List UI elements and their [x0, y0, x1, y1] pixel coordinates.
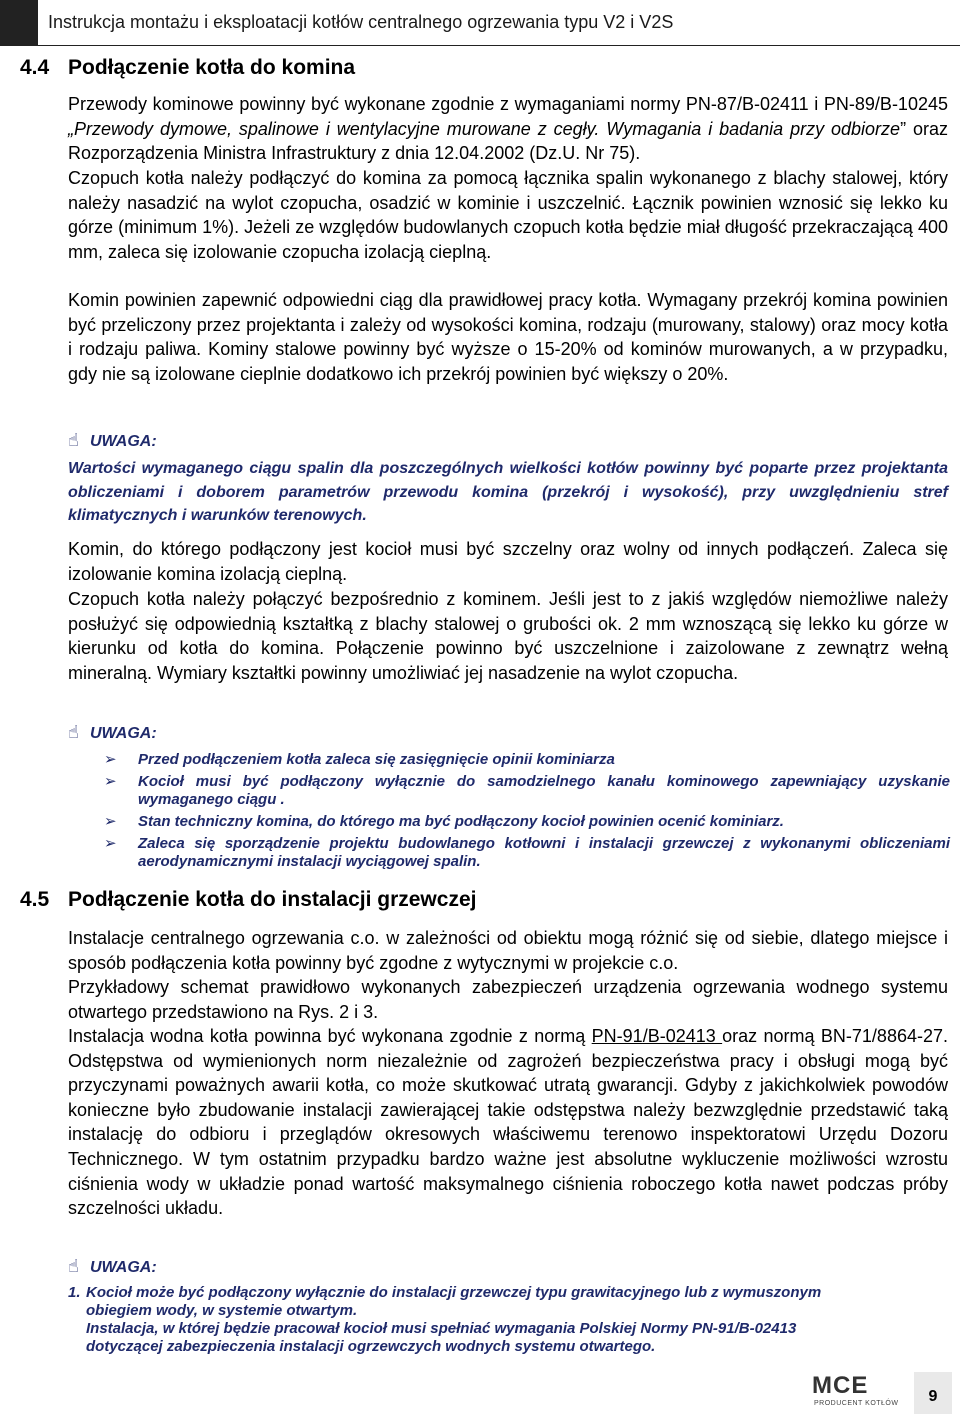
paragraph-polaczenie: Czopuch kotła należy połączyć bezpośrednio z kominem. Jeśli jest to z jakiś względów niemożliwe należy posłużyć się odpowiednią kształtką z blachy stalowej o grubości ok. 2 mm wznoszącą się lekko ku górze w kierunku od kotła do komina. Połączenie powinno być uszczelnione i zaizolowane z zewnątrz wełną mineralną. Wymiary kształtki powinny umożliwiać jej nasadzenie na wylot czopucha.	[68, 589, 948, 683]
norm-title-italic: „Przewody dymowe, spalinowe i wentylacyjne murowane z cegły. Wymagania i badania przy odbiorze	[68, 118, 901, 139]
header-rule	[38, 45, 960, 46]
paragraph-norms	[68, 92, 948, 166]
arrow-bullet-icon: ➢	[104, 751, 117, 768]
logo-text: MCE	[812, 1372, 869, 1399]
arrow-bullet-icon: ➢	[104, 813, 117, 830]
list-item	[104, 835, 950, 871]
paragraph-text: oraz normą BN-71/8864-27. Odstępstwa od wymienionych norm niezależnie od zagrożeń bezpieczeństwa pracy i obsługi mogą być przyczynami poważnych awarii kotła, co może skutkować utratą gwarancji. Gdyby z jakichkolwiek powodów konieczne było zbudowanie instalacji zawierającej takie odstępstwa należy bezwzględnie przedstawić taką instalację do odbioru i przeglądów okresowych właściwemu terenowo inspektoratowi Urzędu Dozoru Technicznego. W tym ostatnim przypadku bardzo ważne jest absolutne wykluczenie możliwości wzrostu ciśnienia wody w układzie ponad wartość maksymalnego ciśnienia roboczego kotła nawet podczas próby szczelności układu.	[68, 1026, 948, 1219]
header-block	[0, 0, 38, 46]
warning-bullet-list	[104, 751, 950, 875]
section-title: Podłączenie kotła do instalacji grzewczej	[68, 888, 477, 911]
numbered-item	[68, 1284, 948, 1302]
pointing-hand-icon: ☝	[68, 430, 79, 450]
page-number: 9	[928, 1388, 938, 1405]
warning-label	[68, 1256, 157, 1277]
mce-logo	[812, 1372, 912, 1408]
section-number: 4.5	[20, 888, 50, 911]
list-item	[104, 813, 950, 831]
paragraph-instalacje: Instalacje centralnego ogrzewania c.o. w zależności od obiektu mogą różnić się od siebie, dlatego miejsce i sposób podłączenia kotła powinny być zgodne z wytycznymi w projekcie c.o.	[68, 928, 948, 973]
paragraph-komin: Komin powinien zapewnić odpowiedni ciąg dla prawidłowej pracy kotła. Wymagany przekrój komina powinien być przeliczony przez projektanta i zależy od wysokości komina, rodzaju (murowany, stalowy) oraz mocy kotła i rodzaju paliwa. Kominy stalowe powinny być wyższe o 15-20% od kominów murowanych, a w przypadku, gdy nie są izolowane cieplnie dodatkowo ich przekrój powinien być większy o 20%.	[68, 290, 948, 384]
warning-label-text: UWAGA:	[90, 1259, 157, 1276]
warning-label-text: UWAGA:	[90, 433, 157, 450]
pointing-hand-icon: ☝	[68, 1256, 79, 1276]
page-header	[0, 0, 960, 46]
list-item	[104, 751, 950, 769]
paragraph-normy	[68, 1024, 948, 1221]
section-heading-4-4	[20, 56, 355, 80]
logo-subtitle: PRODUCENT KOTŁÓW	[814, 1400, 899, 1407]
warning-numbered-list	[68, 1284, 948, 1356]
section-title: Podłączenie kotła do komina	[68, 56, 356, 79]
paragraph-szczelny: Komin, do którego podłączony jest kocioł musi być szczelny oraz wolny od innych podłączeń. Zaleca się izolowanie komina izolacją cieplną.	[68, 539, 948, 584]
numbered-item-extra-continuation: dotyczącej zabezpieczenia instalacji ogrzewczych wodnych systemu otwartego.	[86, 1338, 656, 1355]
arrow-bullet-icon: ➢	[104, 773, 117, 790]
numbered-item-continuation: obiegiem wody, w systemie otwartym.	[86, 1302, 358, 1319]
paragraph-text: Instalacja wodna kotła powinna być wykonana zgodnie z normą	[68, 1026, 592, 1046]
item-number: 1.	[68, 1284, 81, 1301]
paragraph-czopuch: Czopuch kotła należy podłączyć do komina za pomocą łącznika spalin wykonanego z blachy stalowej, który należy nasadzić na wylot czopucha, osadzić w kominie i uszczelnić. Łącznik powinien wznosić się lekko ku górze (minimum 1%). Jeżeli ze względów budowlanych czopuch kotła będzie miał długość przekraczającą 400 mm, zaleca się izolowanie czopucha izolacją cieplną.	[68, 168, 948, 262]
numbered-item-extra: Instalacja, w której będzie pracował kocioł musi spełniać wymagania Polskiej Normy PN-91/B-02413	[86, 1320, 797, 1337]
list-item-text: Przed podłączeniem kotła zaleca się zasięgnięcie opinii kominiarza	[138, 751, 615, 768]
list-item	[104, 773, 950, 809]
paragraph-text: Przewody kominowe powinny być wykonane zgodnie z wymaganiami normy PN-87/B-02411 i PN-89/B-10245	[68, 94, 948, 114]
warning-label-text: UWAGA:	[90, 725, 157, 742]
norm-reference: PN-91/B-02413	[591, 1026, 723, 1046]
list-item-text: Stan techniczny komina, do którego ma być podłączony kocioł powinien ocenić kominiarz.	[138, 813, 784, 830]
arrow-bullet-icon: ➢	[104, 835, 117, 852]
list-item-text: Zaleca się sporządzenie projektu budowlanego kotłowni i instalacji grzewczej z wykonanymi obliczeniami aerodynamicznymi instalacji wyciągowej spalin.	[138, 835, 950, 870]
section-number: 4.4	[20, 56, 50, 79]
warning-label	[68, 722, 157, 743]
section-heading-4-5	[20, 888, 476, 912]
list-item-text: Kocioł musi być podłączony wyłącznie do samodzielnego kanału kominowego zapewniający uzyskanie wymaganego ciągu .	[138, 773, 950, 808]
paragraph-schemat: Przykładowy schemat prawidłowo wykonanych zabezpieczeń urządzenia ogrzewania wodnego systemu otwartego przedstawiono na Rys. 2 i 3.	[68, 977, 948, 1022]
warning-label	[68, 430, 157, 451]
paragraph-text: ” oraz Rozporządzenia Ministra Infrastruktury z dnia 12.04.2002 (Dz.U. Nr 75).	[68, 118, 948, 164]
item-text: Kocioł może być podłączony wyłącznie do instalacji grzewczej typu grawitacyjnego lub z wymuszonym	[86, 1284, 822, 1301]
warning-text: Wartości wymaganego ciągu spalin dla poszczególnych wielkości kotłów powinny być poparte przez projektanta obliczeniami i doborem parametrów przewodu komina (przekrój i wysokość), przy uwzględnieniu stref klimatycznych i warunków terenowych.	[68, 460, 948, 524]
pointing-hand-icon: ☝	[68, 722, 79, 742]
header-title: Instrukcja montażu i eksploatacji kotłów centralnego ogrzewania typu V2 i V2S	[48, 12, 674, 32]
page-number-box	[914, 1372, 952, 1414]
